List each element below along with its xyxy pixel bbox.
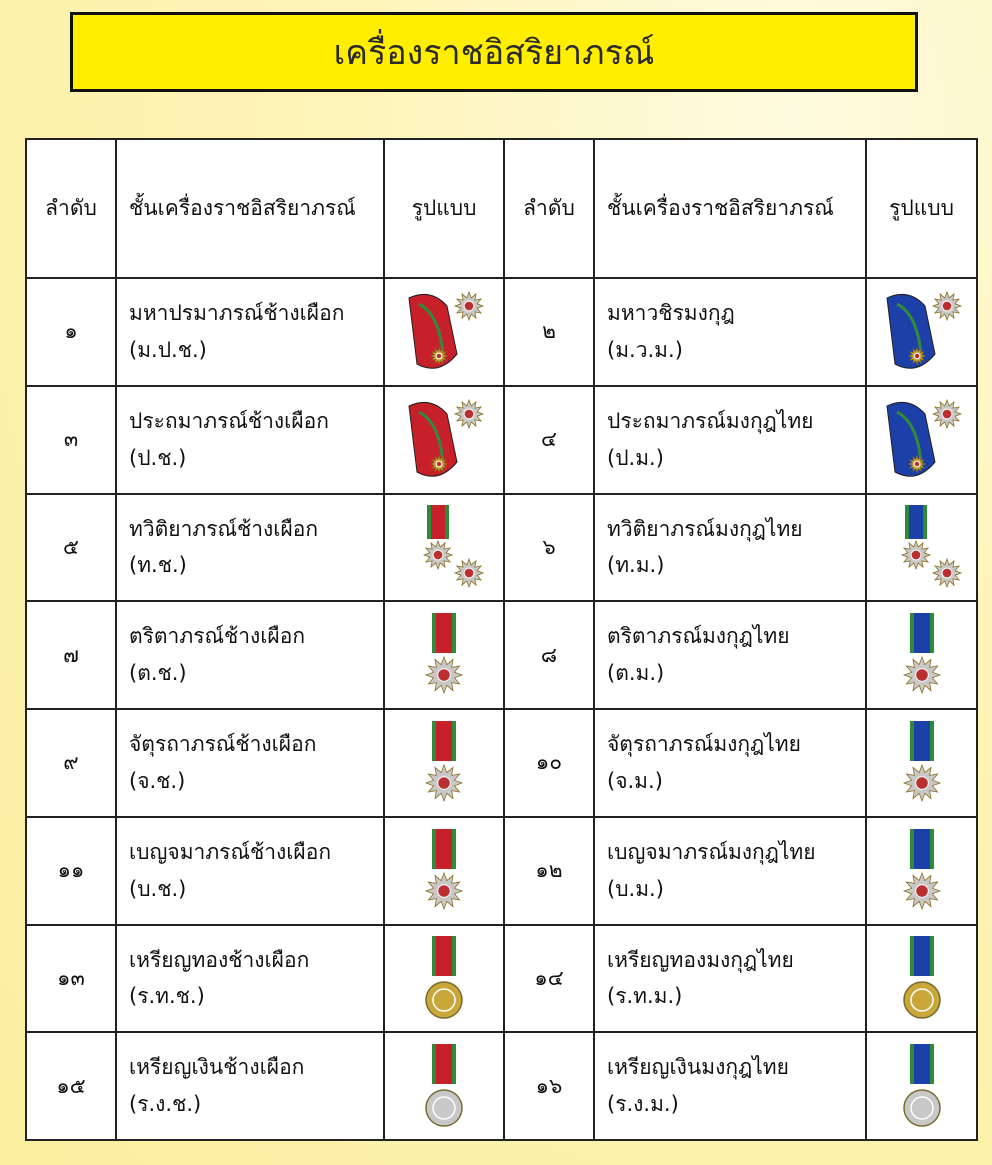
decoration-class-cell [594, 601, 866, 709]
order-number: ๑๑ [26, 817, 116, 925]
decoration-name: ทวิติยาภรณ์ช้างเผือก [129, 516, 319, 541]
decoration-picture-cell [384, 709, 504, 817]
decoration-abbreviation: (ม.ป.ช.) [129, 337, 207, 362]
header-index: ลำดับ [504, 139, 594, 278]
decoration-name: เหรียญเงินมงกุฎไทย [607, 1055, 789, 1080]
sash-red-medal-icon [399, 284, 489, 380]
ribbon-blue-medal-icon [877, 823, 967, 919]
decoration-abbreviation: (ร.ท.ม.) [607, 984, 683, 1009]
decoration-picture-cell [866, 1032, 977, 1140]
decoration-class-cell [116, 278, 384, 386]
order-number: ๖ [504, 494, 594, 602]
decoration-class-cell [594, 817, 866, 925]
decoration-class-cell [594, 278, 866, 386]
table-row [26, 817, 977, 925]
decoration-abbreviation: (จ.ม.) [607, 768, 663, 793]
decoration-name: เหรียญทองมงกุฎไทย [607, 947, 794, 972]
ribbon-blue-star-medal-icon [877, 499, 967, 595]
order-number: ๑๖ [504, 1032, 594, 1140]
decoration-abbreviation: (ป.ม.) [607, 445, 664, 470]
order-number: ๑ [26, 278, 116, 386]
order-number: ๘ [504, 601, 594, 709]
decoration-name: ตริตาภรณ์มงกุฎไทย [607, 624, 790, 649]
order-number: ๔ [504, 386, 594, 494]
table-row [26, 278, 977, 386]
decoration-picture-cell [866, 709, 977, 817]
decoration-picture-cell [384, 278, 504, 386]
decoration-picture-cell [384, 386, 504, 494]
table-row [26, 709, 977, 817]
decoration-abbreviation: (จ.ช.) [129, 768, 186, 793]
header-class-name: ชั้นเครื่องราชอิสริยาภรณ์ [594, 139, 866, 278]
ribbon-blue-gold-coin-icon [877, 930, 967, 1026]
decoration-picture-cell [384, 494, 504, 602]
decoration-abbreviation: (บ.ม.) [607, 876, 664, 901]
ribbon-red-silver-coin-icon [399, 1038, 489, 1134]
decoration-abbreviation: (ท.ช.) [129, 553, 187, 578]
decoration-class-cell [116, 601, 384, 709]
header-class-name: ชั้นเครื่องราชอิสริยาภรณ์ [116, 139, 384, 278]
header-index: ลำดับ [26, 139, 116, 278]
decoration-class-cell [594, 1032, 866, 1140]
decoration-abbreviation: (บ.ช.) [129, 876, 187, 901]
decoration-name: จัตุรถาภรณ์มงกุฎไทย [607, 732, 801, 757]
order-number: ๒ [504, 278, 594, 386]
order-number: ๑๕ [26, 1032, 116, 1140]
order-number: ๕ [26, 494, 116, 602]
decoration-class-cell [594, 494, 866, 602]
table-row [26, 386, 977, 494]
decoration-picture-cell [384, 817, 504, 925]
table-row [26, 1032, 977, 1140]
decoration-picture-cell [866, 817, 977, 925]
decoration-class-cell [116, 1032, 384, 1140]
decoration-name: ทวิติยาภรณ์มงกุฎไทย [607, 516, 803, 541]
decoration-name: เหรียญเงินช้างเผือก [129, 1055, 305, 1080]
decoration-name: มหาปรมาภรณ์ช้างเผือก [129, 301, 345, 326]
order-number: ๓ [26, 386, 116, 494]
order-number: ๑๐ [504, 709, 594, 817]
decoration-name: จัตุรถาภรณ์ช้างเผือก [129, 732, 317, 757]
sash-blue-medal-icon [877, 392, 967, 488]
table-row [26, 494, 977, 602]
ribbon-blue-medal-icon [877, 607, 967, 703]
order-number: ๙ [26, 709, 116, 817]
decoration-abbreviation: (ม.ว.ม.) [607, 337, 683, 362]
table-row [26, 601, 977, 709]
decoration-class-cell [594, 709, 866, 817]
decoration-name: เบญจมาภรณ์ช้างเผือก [129, 839, 332, 864]
decoration-picture-cell [866, 925, 977, 1033]
decoration-picture-cell [866, 601, 977, 709]
ribbon-red-gold-coin-icon [399, 930, 489, 1026]
ribbon-blue-silver-coin-icon [877, 1038, 967, 1134]
decoration-name: ตริตาภรณ์ช้างเผือก [129, 624, 306, 649]
header-picture: รูปแบบ [384, 139, 504, 278]
decoration-class-cell [116, 925, 384, 1033]
decoration-abbreviation: (ร.ง.ม.) [607, 1092, 679, 1117]
ribbon-red-medal-icon [399, 607, 489, 703]
header-picture: รูปแบบ [866, 139, 977, 278]
decoration-name: เหรียญทองช้างเผือก [129, 947, 310, 972]
table-header-row [26, 139, 977, 278]
decoration-abbreviation: (ป.ช.) [129, 445, 187, 470]
decoration-picture-cell [384, 925, 504, 1033]
decoration-class-cell [594, 925, 866, 1033]
decoration-name: ประถมาภรณ์มงกุฎไทย [607, 408, 814, 433]
decoration-abbreviation: (ต.ช.) [129, 661, 187, 686]
decoration-class-cell [116, 386, 384, 494]
order-number: ๑๔ [504, 925, 594, 1033]
ribbon-red-medal-icon [399, 715, 489, 811]
decoration-picture-cell [384, 601, 504, 709]
sash-blue-medal-icon [877, 284, 967, 380]
order-number: ๑๒ [504, 817, 594, 925]
decoration-picture-cell [384, 1032, 504, 1140]
decoration-class-cell [594, 386, 866, 494]
decoration-class-cell [116, 709, 384, 817]
decoration-picture-cell [866, 278, 977, 386]
ribbon-blue-medal-icon [877, 715, 967, 811]
sash-red-medal-icon [399, 392, 489, 488]
decoration-abbreviation: (ร.ท.ช.) [129, 984, 205, 1009]
decoration-abbreviation: (ต.ม.) [607, 661, 665, 686]
decoration-picture-cell [866, 494, 977, 602]
decorations-table [25, 138, 978, 1141]
decoration-abbreviation: (ท.ม.) [607, 553, 665, 578]
ribbon-red-star-medal-icon [399, 499, 489, 595]
decoration-abbreviation: (ร.ง.ช.) [129, 1092, 202, 1117]
decoration-name: เบญจมาภรณ์มงกุฎไทย [607, 839, 816, 864]
decoration-name: มหาวชิรมงกุฎ [607, 301, 735, 326]
decoration-name: ประถมาภรณ์ช้างเผือก [129, 408, 329, 433]
decoration-picture-cell [866, 386, 977, 494]
ribbon-red-medal-icon [399, 823, 489, 919]
decoration-class-cell [116, 817, 384, 925]
table-row [26, 925, 977, 1033]
order-number: ๑๓ [26, 925, 116, 1033]
page-title: เครื่องราชอิสริยาภรณ์ [70, 12, 918, 92]
decoration-class-cell [116, 494, 384, 602]
order-number: ๗ [26, 601, 116, 709]
